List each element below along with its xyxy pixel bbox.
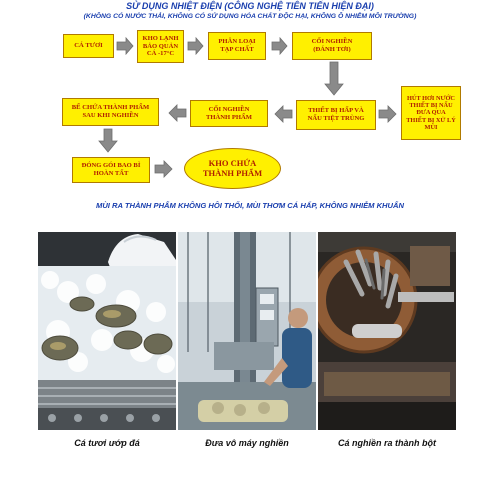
step-fresh-fish: CÁ TƯƠI <box>63 34 114 58</box>
caption-grinder-feed: Đưa vô máy nghiền <box>205 438 289 448</box>
arrow-right-icon <box>188 38 203 54</box>
header-subtitle: (KHÔNG CÓ NƯỚC THẢI, KHÔNG CÓ SỬ DỤNG HÓA CHẤT ĐỘC HẠI, KHÔNG Ô NHIỄM MÔI TRƯỜNG) <box>83 13 417 20</box>
flow-arrows <box>0 0 500 200</box>
step-packaging: ĐÓNG GÓI BAO BÌ HOÀN TẤT <box>72 157 150 183</box>
photo-fresh-fish <box>38 232 176 430</box>
arrow-left-icon <box>275 106 292 122</box>
arrow-right-icon <box>379 106 396 122</box>
header-title: SỬ DỤNG NHIỆT ĐIỆN (CÔNG NGHỆ TIÊN TIẾN HIỆN ĐẠI) <box>126 1 374 11</box>
caption-fresh-fish: Cá tươi ướp đá <box>74 438 140 448</box>
photo-ground-fish <box>318 232 456 430</box>
arrow-down-icon <box>325 62 343 95</box>
step-final-grinder: CỐI NGHIỀN THÀNH PHẨM <box>190 100 268 127</box>
step-warehouse: KHO CHỨA THÀNH PHẨM <box>184 148 281 189</box>
arrow-left-icon <box>169 105 186 121</box>
arrow-down-icon <box>99 129 117 152</box>
step-product-tank: BỂ CHỨA THÀNH PHẨM SAU KHI NGHIỀN <box>62 98 159 126</box>
step-sorting: PHÂN LOẠI TẠP CHẤT <box>208 32 266 60</box>
arrow-right-icon <box>272 38 287 54</box>
arrow-right-icon <box>117 38 133 54</box>
caption-ground-fish: Cá nghiền ra thành bột <box>338 438 436 448</box>
photo-grinder-feed <box>178 232 316 430</box>
step-crusher: CỐI NGHIỀN (ĐÁNH TƠI) <box>292 32 372 60</box>
step-odor-treatment: HÚT HƠI NƯỚC THIẾT BỊ NẤU ĐƯA QUA THIẾT BỊ XỬ LÝ MÙI <box>401 86 461 140</box>
arrow-right-icon <box>155 161 172 177</box>
quality-slogan: MÙI RA THÀNH PHẨM KHÔNG HÔI THỐI, MÙI THƠM CÁ HẤP, KHÔNG NHIỄM KHUẨN <box>96 201 404 210</box>
step-cold-storage: KHO LẠNH BẢO QUẢN CÁ -17°C <box>137 30 184 63</box>
step-steam-cooker: THIẾT BỊ HẤP VÀ NẤU TIỆT TRÙNG <box>296 100 376 130</box>
